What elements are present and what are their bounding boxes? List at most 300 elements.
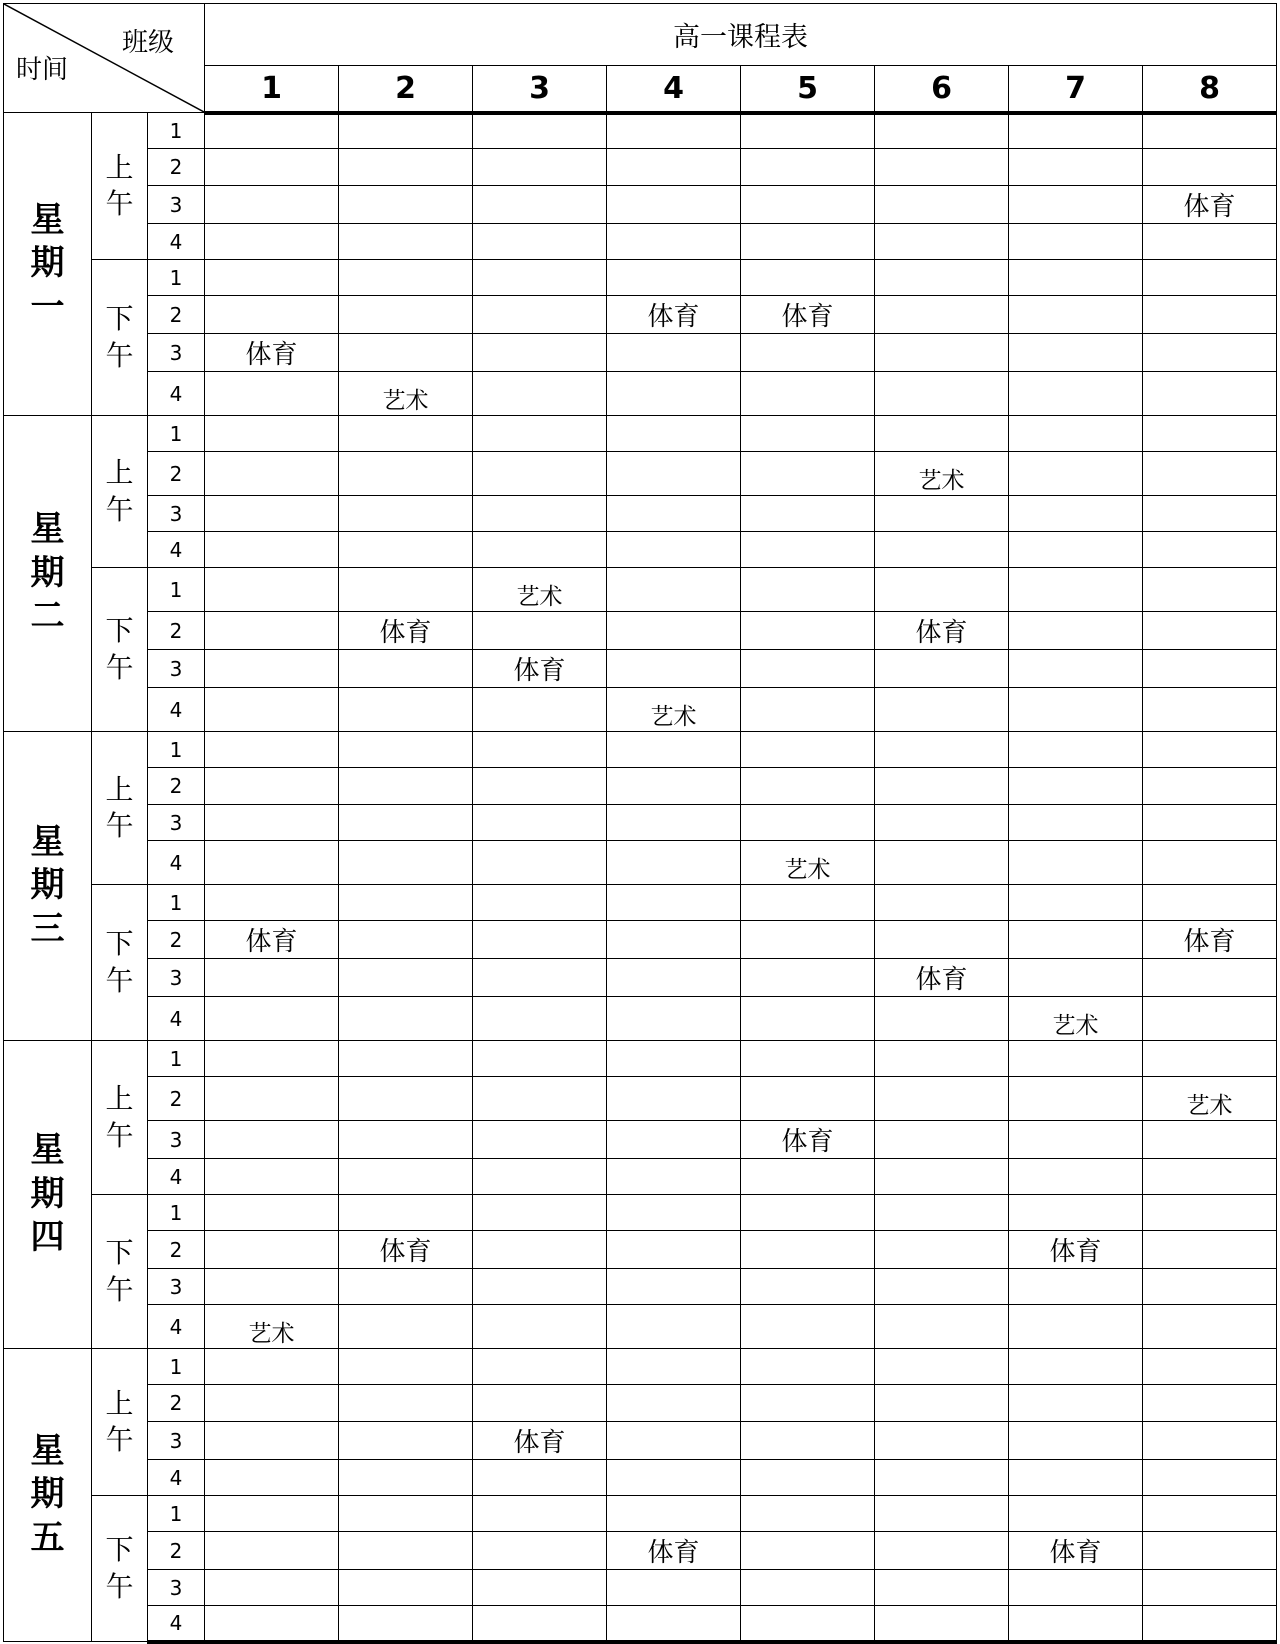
schedule-cell xyxy=(205,568,339,612)
schedule-cell xyxy=(1143,1159,1277,1195)
schedule-cell xyxy=(741,224,875,260)
schedule-cell xyxy=(473,416,607,452)
schedule-cell xyxy=(1009,186,1143,224)
schedule-cell xyxy=(1009,260,1143,296)
class-number-header: 3 xyxy=(473,66,607,113)
schedule-cell xyxy=(607,1121,741,1159)
schedule-cell xyxy=(1143,416,1277,452)
schedule-cell xyxy=(339,568,473,612)
schedule-cell xyxy=(1009,1269,1143,1305)
schedule-cell xyxy=(339,1460,473,1496)
schedule-cell xyxy=(1143,1041,1277,1077)
schedule-cell xyxy=(875,1532,1009,1570)
schedule-cell xyxy=(875,1077,1009,1121)
schedule-cell xyxy=(607,186,741,224)
schedule-cell xyxy=(473,1349,607,1385)
period-number: 1 xyxy=(148,416,205,452)
period-number: 3 xyxy=(148,1269,205,1305)
schedule-cell xyxy=(1143,568,1277,612)
schedule-cell xyxy=(741,1269,875,1305)
schedule-cell xyxy=(607,1077,741,1121)
schedule-cell xyxy=(339,224,473,260)
schedule-cell xyxy=(473,149,607,186)
schedule-cell xyxy=(607,1231,741,1269)
schedule-cell xyxy=(339,997,473,1041)
schedule-cell xyxy=(473,496,607,532)
schedule-cell xyxy=(741,372,875,416)
schedule-cell xyxy=(607,113,741,149)
schedule-cell xyxy=(339,416,473,452)
schedule-cell xyxy=(607,650,741,688)
schedule-cell xyxy=(741,732,875,768)
day-label xyxy=(4,1349,92,1642)
schedule-cell: 艺术 xyxy=(339,372,473,416)
schedule-cell xyxy=(741,1422,875,1460)
schedule-cell xyxy=(875,113,1009,149)
period-number: 4 xyxy=(148,1606,205,1642)
schedule-cell xyxy=(339,1349,473,1385)
session-label-char: 午 xyxy=(105,1569,134,1603)
session-label-char: 午 xyxy=(105,809,134,842)
schedule-cell xyxy=(607,1460,741,1496)
schedule-cell xyxy=(339,1269,473,1305)
schedule-cell xyxy=(205,1159,339,1195)
schedule-cell xyxy=(339,921,473,959)
schedule-cell xyxy=(1009,224,1143,260)
schedule-cell xyxy=(741,113,875,149)
morning-label xyxy=(92,1349,148,1496)
schedule-cell xyxy=(607,1606,741,1642)
schedule-cell xyxy=(1009,959,1143,997)
period-number: 2 xyxy=(148,1231,205,1269)
schedule-cell: 体育 xyxy=(205,334,339,372)
schedule-cell xyxy=(875,334,1009,372)
day-label-char: 期 xyxy=(30,552,65,593)
schedule-cell xyxy=(1143,959,1277,997)
schedule-cell xyxy=(875,260,1009,296)
period-number: 1 xyxy=(148,1041,205,1077)
schedule-cell xyxy=(205,1496,339,1532)
schedule-cell xyxy=(205,496,339,532)
period-number: 2 xyxy=(148,1077,205,1121)
schedule-cell: 体育 xyxy=(205,921,339,959)
day-label-char: 期 xyxy=(30,1173,65,1214)
afternoon-label xyxy=(92,885,148,1041)
schedule-cell: 体育 xyxy=(339,612,473,650)
schedule-cell xyxy=(473,612,607,650)
schedule-cell xyxy=(1009,496,1143,532)
schedule-cell xyxy=(875,997,1009,1041)
period-number: 4 xyxy=(148,532,205,568)
schedule-cell xyxy=(875,296,1009,334)
schedule-cell xyxy=(339,732,473,768)
schedule-cell xyxy=(205,612,339,650)
schedule-cell xyxy=(741,496,875,532)
afternoon-label xyxy=(92,1195,148,1349)
schedule-cell xyxy=(875,1496,1009,1532)
schedule-cell xyxy=(473,113,607,149)
schedule-cell xyxy=(741,1385,875,1422)
schedule-cell xyxy=(1009,1121,1143,1159)
schedule-cell xyxy=(607,372,741,416)
schedule-cell xyxy=(205,296,339,334)
schedule-cell xyxy=(205,149,339,186)
day-label-char: 四 xyxy=(30,1217,65,1258)
schedule-cell xyxy=(607,224,741,260)
schedule-cell xyxy=(1009,1349,1143,1385)
schedule-cell xyxy=(339,1305,473,1349)
schedule-cell xyxy=(1009,885,1143,921)
schedule-cell xyxy=(1143,997,1277,1041)
schedule-cell: 艺术 xyxy=(205,1305,339,1349)
day-label xyxy=(4,416,92,732)
period-number: 1 xyxy=(148,113,205,149)
schedule-cell xyxy=(607,416,741,452)
schedule-cell xyxy=(339,452,473,496)
corner-class-label: 班级 xyxy=(122,28,175,58)
schedule-cell xyxy=(339,1496,473,1532)
session-label-char: 午 xyxy=(105,187,134,220)
schedule-cell xyxy=(607,885,741,921)
schedule-cell xyxy=(1143,612,1277,650)
schedule-cell xyxy=(741,768,875,805)
schedule-cell xyxy=(473,921,607,959)
schedule-cell xyxy=(339,805,473,841)
schedule-cell xyxy=(1143,1121,1277,1159)
schedule-cell xyxy=(339,260,473,296)
session-label-char: 上 xyxy=(105,1386,134,1420)
morning-label xyxy=(92,416,148,568)
schedule-cell xyxy=(339,768,473,805)
schedule-cell xyxy=(473,224,607,260)
schedule-cell xyxy=(473,959,607,997)
schedule-cell xyxy=(875,1121,1009,1159)
table-title: 高一课程表 xyxy=(205,4,1277,66)
class-number-header: 7 xyxy=(1009,66,1143,113)
schedule-cell xyxy=(1009,1159,1143,1195)
schedule-cell xyxy=(339,688,473,732)
period-number: 3 xyxy=(148,650,205,688)
schedule-cell xyxy=(875,416,1009,452)
schedule-cell xyxy=(1009,921,1143,959)
schedule-cell xyxy=(205,416,339,452)
schedule-cell xyxy=(205,1385,339,1422)
schedule-cell xyxy=(741,186,875,224)
schedule-cell xyxy=(205,650,339,688)
period-number: 4 xyxy=(148,372,205,416)
period-number: 4 xyxy=(148,1460,205,1496)
period-number: 2 xyxy=(148,612,205,650)
day-label-char: 二 xyxy=(30,596,65,637)
period-number: 4 xyxy=(148,1305,205,1349)
session-label-char: 下 xyxy=(105,302,134,336)
schedule-cell xyxy=(473,334,607,372)
schedule-cell xyxy=(339,650,473,688)
schedule-cell xyxy=(607,496,741,532)
session-label-char: 上 xyxy=(105,456,134,490)
period-number: 1 xyxy=(148,885,205,921)
schedule-cell xyxy=(741,334,875,372)
schedule-cell xyxy=(473,1121,607,1159)
period-number: 2 xyxy=(148,1385,205,1422)
schedule-cell xyxy=(473,1195,607,1231)
schedule-cell xyxy=(205,532,339,568)
schedule-cell xyxy=(875,1385,1009,1422)
schedule-cell xyxy=(1143,1532,1277,1570)
schedule-cell xyxy=(473,452,607,496)
schedule-cell xyxy=(741,885,875,921)
schedule-cell xyxy=(1143,768,1277,805)
schedule-cell: 艺术 xyxy=(1009,997,1143,1041)
period-number: 3 xyxy=(148,959,205,997)
period-number: 4 xyxy=(148,1159,205,1195)
schedule-cell xyxy=(1143,1305,1277,1349)
schedule-cell xyxy=(741,1077,875,1121)
session-label-char: 下 xyxy=(105,927,134,961)
period-number: 3 xyxy=(148,1422,205,1460)
schedule-cell xyxy=(205,1460,339,1496)
schedule-cell xyxy=(1143,496,1277,532)
schedule-cell xyxy=(1143,732,1277,768)
schedule-cell xyxy=(339,1195,473,1231)
schedule-cell xyxy=(473,260,607,296)
period-number: 2 xyxy=(148,921,205,959)
schedule-cell xyxy=(741,997,875,1041)
class-number-header: 8 xyxy=(1143,66,1277,113)
period-number: 4 xyxy=(148,841,205,885)
schedule-cell xyxy=(741,149,875,186)
schedule-cell xyxy=(205,885,339,921)
schedule-cell xyxy=(1009,732,1143,768)
schedule-cell xyxy=(1143,1422,1277,1460)
session-label-char: 午 xyxy=(105,492,134,526)
schedule-cell xyxy=(607,1422,741,1460)
schedule-cell xyxy=(205,1349,339,1385)
schedule-cell: 体育 xyxy=(875,612,1009,650)
period-number: 3 xyxy=(148,805,205,841)
schedule-cell xyxy=(339,334,473,372)
schedule-cell xyxy=(1009,1460,1143,1496)
schedule-cell xyxy=(205,1195,339,1231)
schedule-cell xyxy=(607,334,741,372)
schedule-cell: 体育 xyxy=(1143,921,1277,959)
schedule-cell xyxy=(1143,688,1277,732)
schedule-cell xyxy=(1143,1460,1277,1496)
schedule-cell xyxy=(1143,1606,1277,1642)
schedule-cell xyxy=(741,452,875,496)
schedule-cell xyxy=(339,841,473,885)
schedule-cell xyxy=(1143,1269,1277,1305)
schedule-cell xyxy=(741,1496,875,1532)
period-number: 3 xyxy=(148,496,205,532)
schedule-cell xyxy=(1009,1606,1143,1642)
schedule-cell xyxy=(741,1349,875,1385)
schedule-cell xyxy=(607,568,741,612)
schedule-cell xyxy=(875,650,1009,688)
period-number: 4 xyxy=(148,688,205,732)
schedule-cell xyxy=(875,1570,1009,1606)
schedule-cell xyxy=(473,186,607,224)
schedule-cell xyxy=(205,959,339,997)
schedule-cell xyxy=(205,1041,339,1077)
period-number: 1 xyxy=(148,1195,205,1231)
day-label-char: 星 xyxy=(30,509,65,550)
schedule-cell xyxy=(339,1041,473,1077)
schedule-cell xyxy=(473,997,607,1041)
schedule-cell xyxy=(607,768,741,805)
schedule-cell xyxy=(607,1195,741,1231)
period-number: 4 xyxy=(148,997,205,1041)
session-label-char: 上 xyxy=(105,1082,134,1116)
schedule-cell xyxy=(339,1077,473,1121)
schedule-cell xyxy=(339,885,473,921)
schedule-cell xyxy=(607,1159,741,1195)
schedule-cell xyxy=(339,1422,473,1460)
schedule-cell: 体育 xyxy=(473,650,607,688)
session-label-char: 下 xyxy=(105,614,134,648)
schedule-cell xyxy=(205,1231,339,1269)
schedule-cell xyxy=(1143,452,1277,496)
schedule-cell xyxy=(473,1305,607,1349)
schedule-cell xyxy=(1143,532,1277,568)
schedule-cell xyxy=(607,1269,741,1305)
schedule-cell xyxy=(1009,1422,1143,1460)
schedule-cell xyxy=(1009,1496,1143,1532)
schedule-cell: 艺术 xyxy=(1143,1077,1277,1121)
schedule-cell xyxy=(741,1606,875,1642)
morning-label xyxy=(92,113,148,260)
schedule-cell xyxy=(473,1460,607,1496)
schedule-cell xyxy=(607,732,741,768)
period-number: 2 xyxy=(148,1532,205,1570)
schedule-cell xyxy=(741,260,875,296)
afternoon-label xyxy=(92,260,148,416)
schedule-cell xyxy=(1009,688,1143,732)
schedule-cell xyxy=(1143,1231,1277,1269)
schedule-cell xyxy=(875,1305,1009,1349)
schedule-cell xyxy=(339,1385,473,1422)
period-number: 3 xyxy=(148,186,205,224)
schedule-cell xyxy=(205,260,339,296)
schedule-cell xyxy=(741,1305,875,1349)
schedule-cell xyxy=(473,1231,607,1269)
schedule-cell xyxy=(1009,1570,1143,1606)
period-number: 1 xyxy=(148,568,205,612)
schedule-cell xyxy=(875,1159,1009,1195)
schedule-cell xyxy=(1009,113,1143,149)
schedule-cell xyxy=(741,1460,875,1496)
schedule-cell xyxy=(875,496,1009,532)
schedule-cell: 体育 xyxy=(875,959,1009,997)
schedule-cell xyxy=(875,568,1009,612)
schedule-cell xyxy=(1143,1496,1277,1532)
schedule-cell xyxy=(607,149,741,186)
schedule-cell xyxy=(339,1159,473,1195)
corner-time-label: 时间 xyxy=(16,55,69,85)
schedule-cell: 体育 xyxy=(741,1121,875,1159)
schedule-cell xyxy=(205,1532,339,1570)
schedule-cell xyxy=(1009,1385,1143,1422)
session-label-char: 下 xyxy=(105,1533,134,1567)
day-label-char: 一 xyxy=(30,286,65,327)
schedule-cell xyxy=(875,1195,1009,1231)
schedule-cell xyxy=(1143,260,1277,296)
timetable xyxy=(3,3,1276,1640)
day-label-char: 三 xyxy=(30,908,65,949)
schedule-cell xyxy=(339,532,473,568)
day-label-char: 期 xyxy=(30,1474,65,1515)
schedule-cell xyxy=(1143,334,1277,372)
schedule-cell xyxy=(741,805,875,841)
schedule-cell xyxy=(741,959,875,997)
schedule-cell xyxy=(205,452,339,496)
schedule-cell xyxy=(875,1606,1009,1642)
day-label-char: 星 xyxy=(30,821,65,862)
schedule-cell xyxy=(473,1496,607,1532)
day-label-char: 期 xyxy=(30,865,65,906)
class-number-header: 4 xyxy=(607,66,741,113)
schedule-cell: 体育 xyxy=(473,1422,607,1460)
schedule-cell xyxy=(875,1269,1009,1305)
day-label xyxy=(4,1041,92,1349)
schedule-cell xyxy=(1143,841,1277,885)
session-label-char: 下 xyxy=(105,1236,134,1270)
schedule-cell xyxy=(339,959,473,997)
schedule-cell xyxy=(1143,224,1277,260)
session-label-char: 午 xyxy=(105,1272,134,1306)
schedule-cell xyxy=(205,997,339,1041)
schedule-cell xyxy=(473,805,607,841)
schedule-cell xyxy=(473,1269,607,1305)
schedule-cell xyxy=(741,1532,875,1570)
schedule-cell xyxy=(205,768,339,805)
period-number: 2 xyxy=(148,452,205,496)
schedule-cell xyxy=(1143,296,1277,334)
schedule-cell xyxy=(875,1041,1009,1077)
period-number: 1 xyxy=(148,1496,205,1532)
schedule-cell xyxy=(473,1385,607,1422)
schedule-cell xyxy=(473,1570,607,1606)
day-label-char: 期 xyxy=(30,243,65,284)
schedule-cell xyxy=(1143,1195,1277,1231)
schedule-cell: 体育 xyxy=(1009,1231,1143,1269)
schedule-cell xyxy=(741,1570,875,1606)
schedule-cell xyxy=(875,885,1009,921)
schedule-cell xyxy=(473,372,607,416)
schedule-cell xyxy=(875,532,1009,568)
schedule-cell xyxy=(473,1532,607,1570)
schedule-cell xyxy=(607,1385,741,1422)
session-label-char: 午 xyxy=(105,650,134,684)
class-number-header: 6 xyxy=(875,66,1009,113)
day-label xyxy=(4,113,92,416)
schedule-cell xyxy=(473,885,607,921)
schedule-cell xyxy=(339,1121,473,1159)
session-label-char: 上 xyxy=(105,150,134,184)
morning-label xyxy=(92,732,148,885)
schedule-cell xyxy=(1009,612,1143,650)
schedule-cell: 体育 xyxy=(607,1532,741,1570)
schedule-cell: 体育 xyxy=(339,1231,473,1269)
schedule-cell xyxy=(473,841,607,885)
schedule-cell xyxy=(607,612,741,650)
schedule-cell xyxy=(1143,1385,1277,1422)
schedule-cell xyxy=(875,186,1009,224)
schedule-cell xyxy=(741,568,875,612)
schedule-cell xyxy=(741,612,875,650)
schedule-cell xyxy=(339,296,473,334)
schedule-cell xyxy=(205,1121,339,1159)
